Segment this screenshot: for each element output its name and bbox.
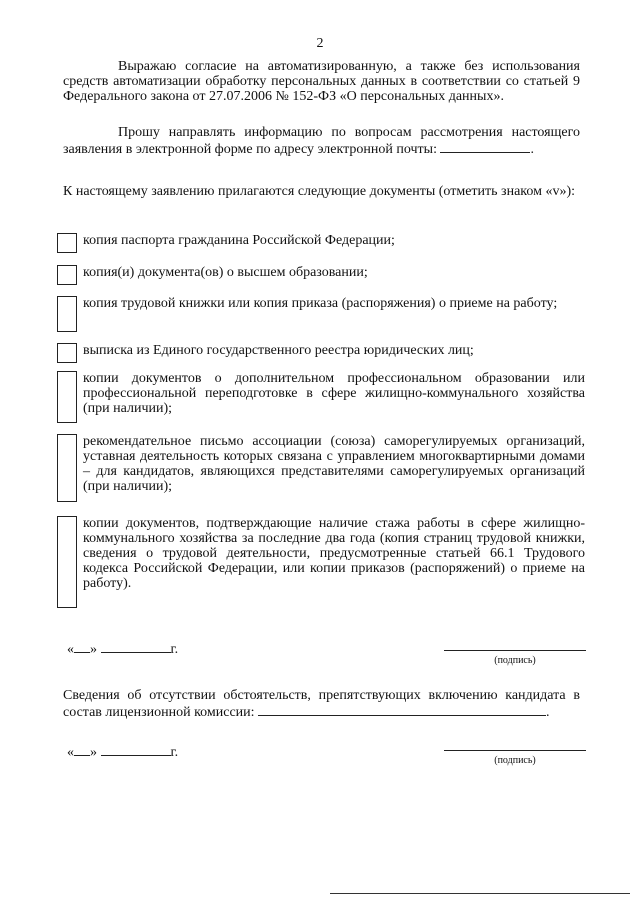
attachment-item: [57, 233, 585, 253]
attachment-checkbox[interactable]: [57, 233, 77, 253]
signature-line[interactable]: [444, 650, 586, 651]
signature-line[interactable]: [444, 750, 586, 751]
consent-paragraph: Выражаю согласие на автоматизированную, а также без использования средств автоматизации обработку персональных данных в соответствии со статьей 9 Федерального закона от 27.07.2006 № 152-ФЗ «О персональных данных».: [63, 59, 580, 104]
date-field[interactable]: « » г.: [67, 642, 179, 657]
absence-info-paragraph: [63, 688, 580, 720]
attachment-item: [57, 516, 585, 608]
attachment-label: копии документов, подтверждающие наличие стажа работы в сфере жилищно-коммунального хозяйства за последние два года (копия страниц трудовой книжки, сведения о трудовой деятельности, предусмотренные статьей 66.1 Трудового кодекса Российской Федерации, или копии приказов (распоряжений) о приеме на работу).: [83, 516, 585, 591]
attachment-item: [57, 296, 585, 332]
attachment-item: [57, 343, 585, 363]
attachment-checkbox[interactable]: [57, 296, 77, 332]
attachment-checkbox[interactable]: [57, 343, 77, 363]
attachment-checkbox[interactable]: [57, 516, 77, 608]
footer-divider: [330, 893, 630, 894]
attachment-checkbox[interactable]: [57, 371, 77, 423]
absence-info-field[interactable]: [258, 703, 546, 716]
absence-info-text: Сведения об отсутствии обстоятельств, препятствующих включению кандидата в состав лицензионной комиссии:: [63, 688, 580, 720]
email-request-end: .: [530, 142, 534, 157]
attachment-label: копия паспорта гражданина Российской Федерации;: [83, 233, 395, 248]
attachment-label: выписка из Единого государственного реестра юридических лиц;: [83, 343, 474, 358]
email-field[interactable]: [440, 140, 530, 153]
signature-caption: (подпись): [494, 655, 536, 666]
attachment-label: копия трудовой книжки или копия приказа (распоряжения) о приеме на работу;: [83, 296, 558, 311]
signature-caption: (подпись): [494, 755, 536, 766]
date-field[interactable]: « » г.: [67, 745, 179, 760]
attachment-item: [57, 434, 585, 502]
attachment-label: рекомендательное письмо ассоциации (союза) саморегулируемых организаций, уставная деятельность которых связана с управлением многоквартирными домами – для кандидатов, являющихся представителями саморегулируемых организаций (при наличии);: [83, 434, 585, 494]
attachment-checkbox[interactable]: [57, 434, 77, 502]
page-number: 2: [316, 36, 324, 51]
attachment-item: [57, 371, 585, 423]
email-request-paragraph: [63, 125, 580, 157]
attachment-item: [57, 265, 585, 285]
attachments-intro: К настоящему заявлению прилагаются следующие документы (отметить знаком «v»):: [63, 184, 576, 199]
attachment-checkbox[interactable]: [57, 265, 77, 285]
attachment-label: копия(и) документа(ов) о высшем образовании;: [83, 265, 368, 280]
attachment-label: копии документов о дополнительном профессиональном образовании или профессиональной переподготовке в сфере жилищно-коммунального хозяйства (при наличии);: [83, 371, 585, 416]
email-request-text: Прошу направлять информацию по вопросам рассмотрения настоящего заявления в электронной форме по адресу электронной почты:: [63, 125, 580, 157]
absence-info-end: .: [546, 705, 550, 720]
